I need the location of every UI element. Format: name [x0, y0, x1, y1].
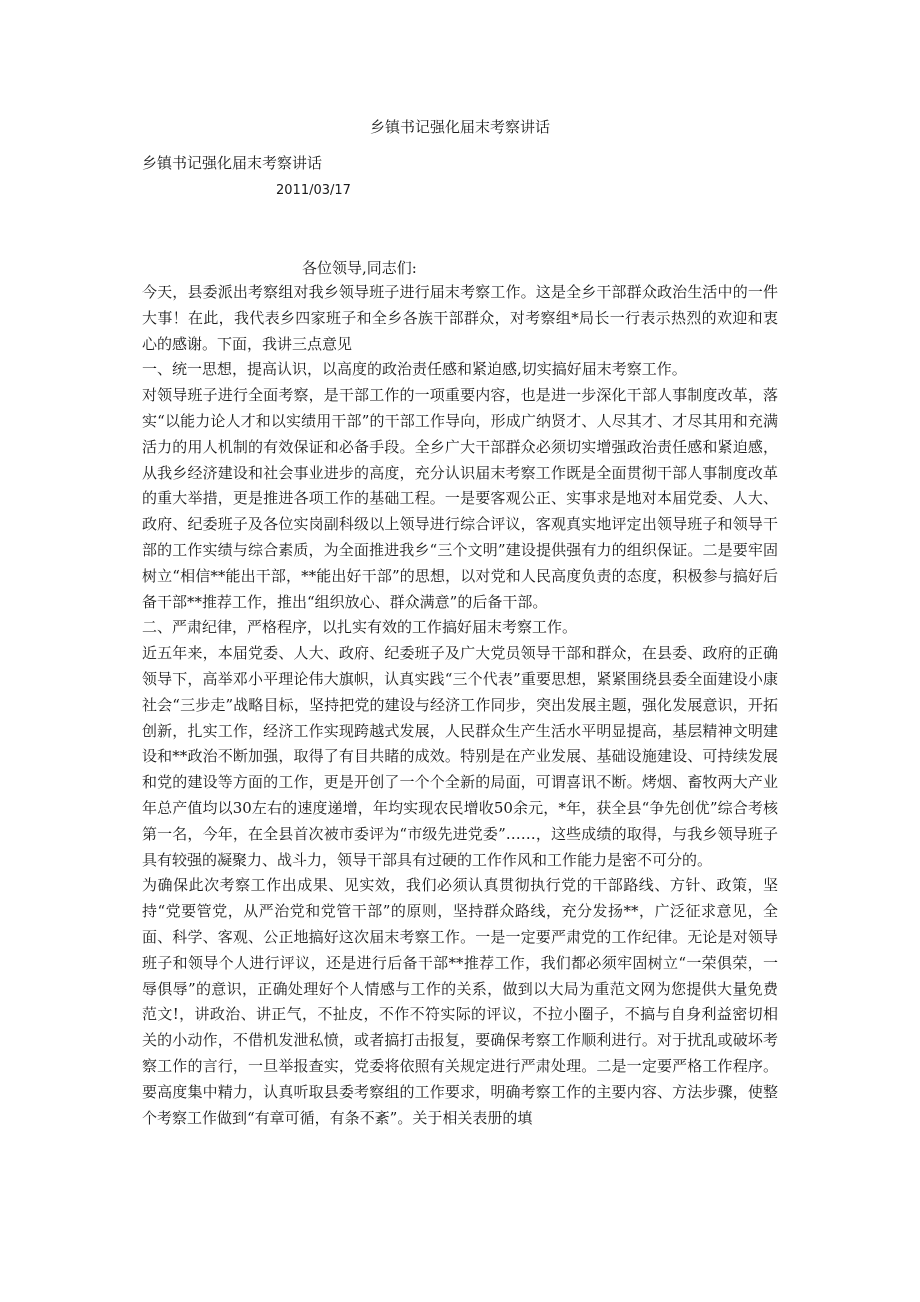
- document-subtitle: 乡镇书记强化届末考察讲话: [142, 154, 323, 172]
- section-heading-1: 一、统一思想，提高认识，以高度的政治责任感和紧迫感,切实搞好届末考察工作。: [142, 360, 687, 379]
- paragraph-achievements: 近五年来，本届党委、人大、政府、纪委班子及广大党员领导干部和群众，在县委、政府的正确领导下，高举邓小平理论伟大旗帜，认真实践“三个代表”重要思想，紧紧围绕县委全面建设小康社会“三步走”战略目标，坚持把党的建设与经济工作同步，突出发展主题，强化发展意识，开拓创新，扎实工作，经济工作实现跨越式发展，人民群众生产生活水平明显提高，基层精神文明建设和**政治不断加强，取得了有目共睹的成效。特别是在产业发展、基础设施建设、可持续发展和党的建设等方面的工作，更是开创了一个个全新的局面，可谓喜讯不断。烤烟、畜牧两大产业年总产值均以30左右的速度递增，年均实现农民增收50余元，*年，获全县“争先创优”综合考核第一名，今年，在全县首次被市委评为“市级先进党委”……，这些成绩的取得，与我乡领导班子具有较强的凝聚力、战斗力，领导干部具有过硬的工作作风和工作能力是密不可分的。: [142, 644, 778, 869]
- paragraph-requirements: 为确保此次考察工作出成果、见实效，我们必须认真贯彻执行党的干部路线、方针、政策，坚持“党要管党，从严治党和党管干部”的原则，坚持群众路线，充分发扬**，广泛征求意见，全面、科学、客观、公正地搞好这次届末考察工作。一是一定要严肃党的工作纪律。无论是对领导班子和领导个人进行评议，还是进行后备干部**推荐工作，我们都必须牢固树立“一荣俱荣，一辱俱辱”的意识，正确处理好个人情感与工作的关系，做到以大局为重范文网为您提供大量免费范文!，讲政治、讲正气，不扯皮，不作不符实际的评议，不拉小圈子，不搞与自身利益密切相关的小动作，不借机发泄私愤，或者搞打击报复，要确保考察工作顺利进行。对于扰乱或破坏考察工作的言行，一旦举报查实，党委将依照有关规定进行严肃处理。二是一定要严格工作程序。要高度集中精力，认真听取县委考察组的工作要求，明确考察工作的主要内容、方法步骤，使整个考察工作做到“有章可循，有条不紊”。关于相关表册的填: [142, 876, 778, 1127]
- document-date: 2011/03/17: [276, 183, 351, 198]
- paragraph-opening: 今天，县委派出考察组对我乡领导班子进行届末考察工作。这是全乡干部群众政治生活中的一件大事！在此，我代表乡四家班子和全乡各族干部群众，对考察组*局长一行表示热烈的欢迎和衷心的感谢。下面，我讲三点意见: [142, 283, 778, 353]
- salutation: 各位领导,同志们:: [302, 259, 417, 277]
- paragraph-section-1: 对领导班子进行全面考察，是干部工作的一项重要内容，也是进一步深化干部人事制度改革，落实“以能力论人才和以实绩用干部”的干部工作导向，形成广纳贤才、人尽其才、才尽其用和充满活力的用人机制的有效保证和必备手段。全乡广大干部群众必须切实增强政治责任感和紧迫感，从我乡经济建设和社会事业进步的高度，充分认识届末考察工作既是全面贯彻干部人事制度改革的重大举措，更是推进各项工作的基础工程。一是要客观公正、实事求是地对本届党委、人大、政府、纪委班子及各位实岗副科级以上领导进行综合评议，客观真实地评定出领导班子和领导干部的工作实绩与综合素质，为全面推进我乡“三个文明”建设提供强有力的组织保证。二是要牢固树立“相信**能出干部，**能出好干部”的思想，以对党和人民高度负责的态度，积极参与搞好后备干部**推荐工作，推出“组织放心、群众满意”的后备干部。: [142, 386, 778, 611]
- section-heading-2: 二、严肃纪律，严格程序，以扎实有效的工作搞好届末考察工作。: [142, 618, 578, 637]
- document-title: 乡镇书记强化届末考察讲话: [369, 118, 550, 136]
- document-body: [142, 280, 778, 1131]
